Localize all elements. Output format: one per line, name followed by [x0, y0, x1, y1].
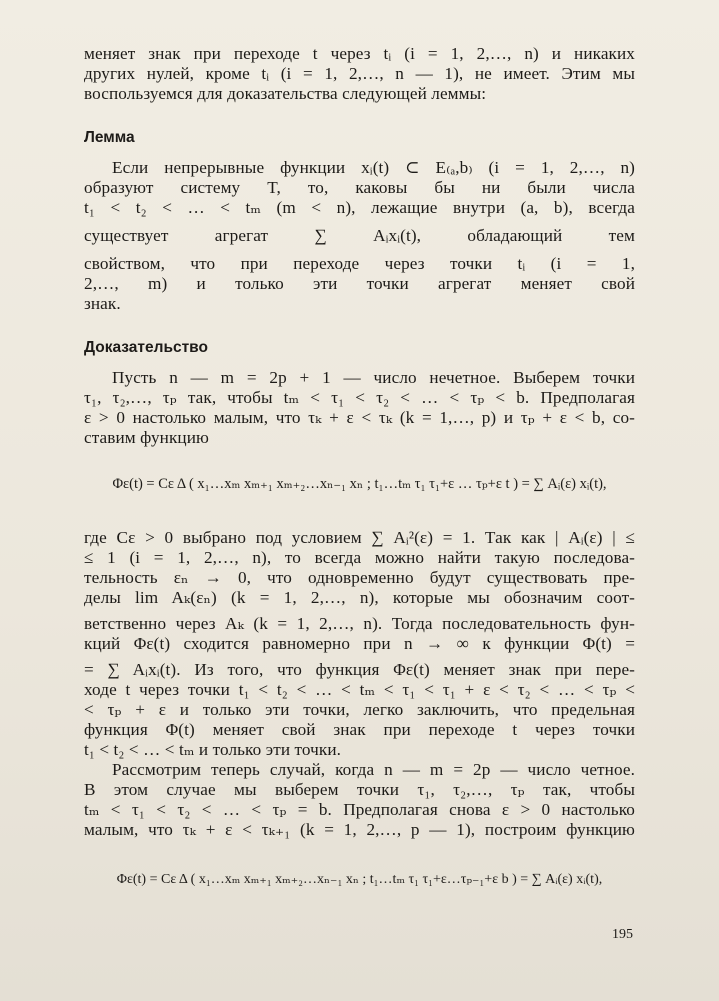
text-line: функция Φ(t) меняет свой знак при переходе t через точки — [84, 720, 635, 739]
text-line: < τₚ + ε и только эти точки, легко заключить, что предельная — [84, 700, 635, 719]
text-line: = ∑ Aᵢxᵢ(t). Из того, что функция Φε(t) меняет знак при пере- — [84, 660, 635, 679]
text-line: существует агрегат ∑ Aᵢxᵢ(t), обладающий тем — [84, 226, 635, 245]
text-line: образуют систему T, то, каковы бы ни были числа — [84, 178, 635, 197]
text-line: t₁ < t₂ < … < tₘ и только эти точки. — [84, 740, 342, 759]
proof-heading: Доказательство — [84, 339, 208, 356]
text-line: других нулей, кроме tᵢ (i = 1, 2,…, n — 1), не имеет. Этим мы — [84, 64, 635, 83]
text-line: воспользуемся для доказательства следующей леммы: — [84, 84, 487, 103]
text-line: tₘ < τ₁ < τ₂ < … < τₚ = b. Предполагая снова ε > 0 настолько — [84, 800, 635, 819]
text-line: В этом случае мы выберем точки τ₁, τ₂,…, τₚ так, чтобы — [84, 780, 635, 799]
text-line: ставим функцию — [84, 428, 209, 447]
formula-2: Φε(t) = Cε Δ ( x₁…xₘ xₘ₊₁ xₘ₊₂…xₙ₋₁ xₙ ; t₁…tₘ τ₁ τ₁+ε…τₚ₋₁+ε b ) = ∑ Aᵢ(ε) xᵢ(t), — [116, 872, 603, 887]
text-line: ходе t через точки t₁ < t₂ < … < tₘ < τ₁ < τ₁ + ε < τ₂ < … < τₚ < — [84, 680, 635, 699]
text-line: ε > 0 настолько малым, что τₖ + ε < τₖ (k = 1,…, p) и τₚ + ε < b, со- — [84, 408, 635, 427]
text-line: ≤ 1 (i = 1, 2,…, n), то всегда можно найти такую последова- — [84, 548, 635, 567]
text-line: малым, что τₖ + ε < τₖ₊₁ (k = 1, 2,…, p — 1), построим функцию — [84, 820, 635, 839]
text-line: t₁ < t₂ < … < tₘ (m < n), лежащие внутри (a, b), всегда — [84, 198, 635, 217]
text-line: кций Φε(t) сходится равномерно при n → ∞ к функции Φ(t) = — [84, 634, 635, 653]
proof-paragraph-2 — [84, 528, 635, 760]
text-line: делы lim Aₖ(εₙ) (k = 1, 2,…, n), которые мы обозначим соот- — [84, 588, 635, 607]
text-line: Рассмотрим теперь случай, когда n — m = 2p — число четное. — [112, 760, 635, 779]
proof-paragraph-1 — [84, 368, 635, 448]
text-line: Пусть n — m = 2p + 1 — число нечетное. Выберем точки — [112, 368, 635, 387]
proof-paragraph-3 — [84, 760, 635, 840]
lemma-statement — [84, 158, 635, 314]
page-number: 195 — [612, 927, 633, 942]
text-line: 2,…, m) и только эти точки агрегат меняет свой — [84, 274, 635, 293]
text-line: где Cε > 0 выбрано под условием ∑ Aᵢ²(ε) = 1. Так как | Aᵢ(ε) | ≤ — [84, 528, 635, 547]
text-line: меняет знак при переходе t через tᵢ (i = 1, 2,…, n) и никаких — [84, 44, 635, 63]
text-line: тельность εₙ → 0, что одновременно будут существовать пре- — [84, 568, 635, 587]
text-line: ветственно через Aₖ (k = 1, 2,…, n). Тогда последовательность фун- — [84, 614, 635, 633]
text-line: τ₁, τ₂,…, τₚ так, чтобы tₘ < τ₁ < τ₂ < … < τₚ < b. Предполагая — [84, 388, 635, 407]
text-line: свойством, что при переходе через точки tᵢ (i = 1, — [84, 254, 635, 273]
intro-paragraph — [84, 44, 635, 104]
text-line: знак. — [84, 294, 121, 313]
formula-1: Φε(t) = Cε Δ ( x₁…xₘ xₘ₊₁ xₘ₊₂…xₙ₋₁ xₙ ; t₁…tₘ τ₁ τ₁+ε … τₚ+ε t ) = ∑ Aᵢ(ε) xᵢ(t), — [112, 476, 607, 492]
lemma-heading: Лемма — [84, 129, 135, 146]
text-line: Если непрерывные функции xᵢ(t) ⊂ E₍ₐ,b₎ (i = 1, 2,…, n) — [112, 158, 635, 177]
